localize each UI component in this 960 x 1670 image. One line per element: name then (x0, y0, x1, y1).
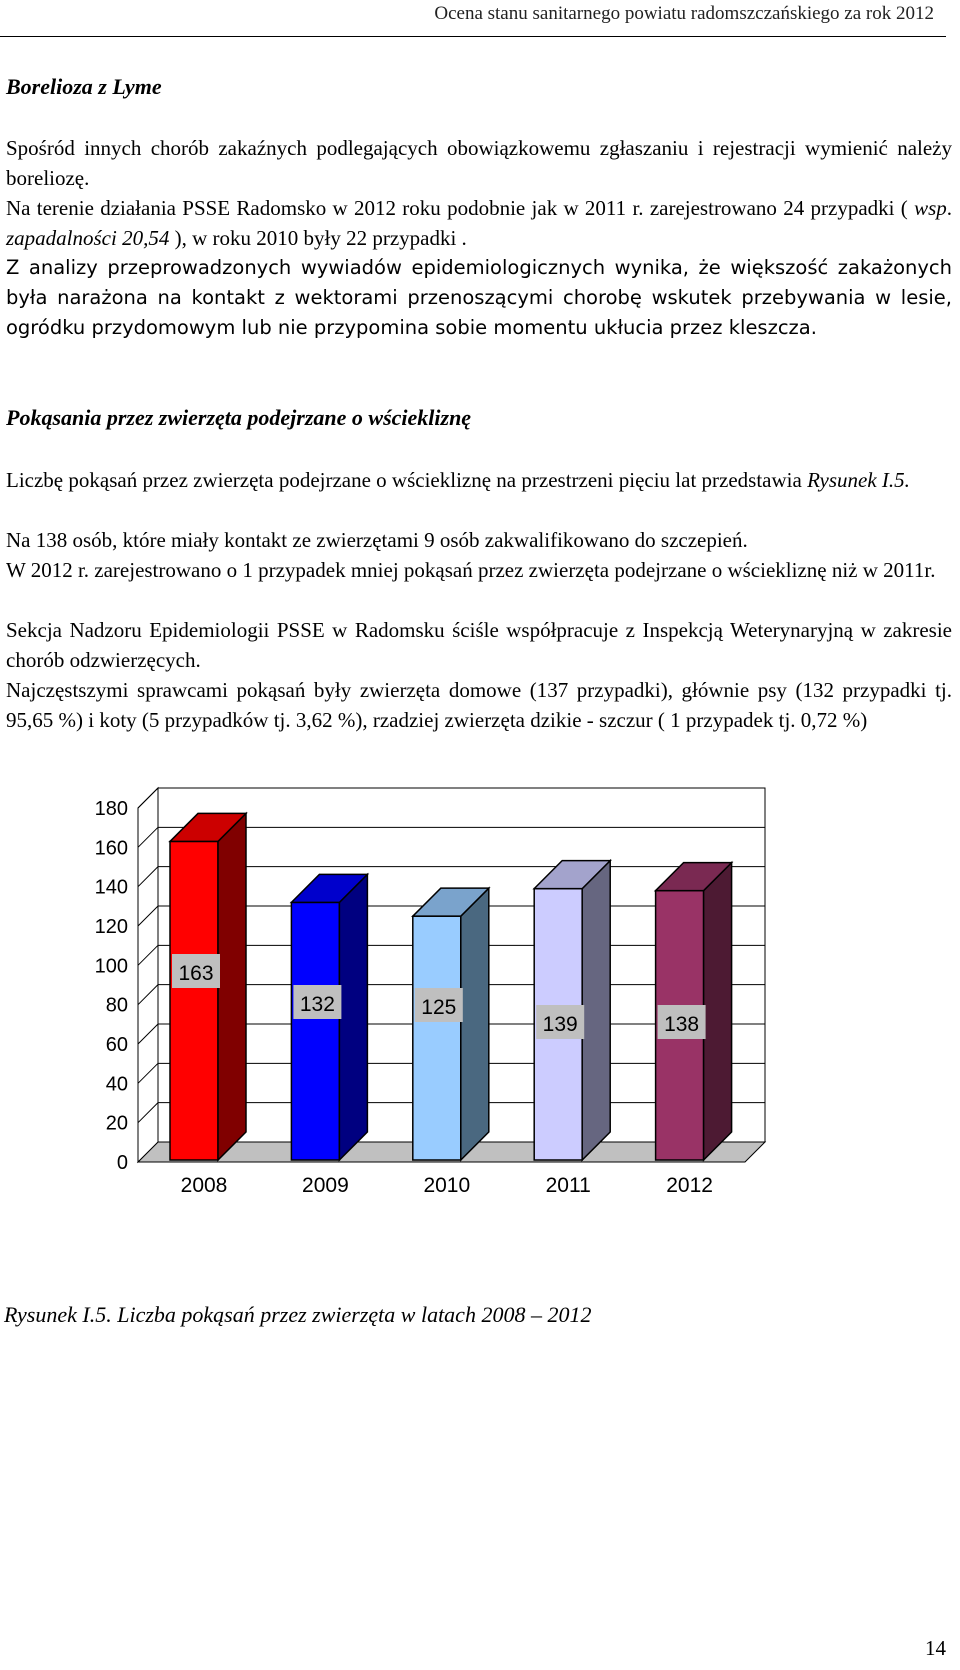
bar-front (170, 841, 218, 1160)
data-label: 139 (542, 1013, 578, 1036)
y-tick-label: 100 (94, 955, 128, 978)
paragraph-2-part-a: Na terenie działania PSSE Radomsko w 2012 roku podobnie jak w 2011 r. zarejestrowano 24 przypadki ( (6, 196, 915, 220)
data-label: 132 (299, 993, 335, 1016)
data-label: 163 (178, 962, 214, 985)
paragraph-3: Z analizy przeprowadzonych wywiadów epidemiologicznych wynika, że większość zakażonych była narażona na kontakt z wektorami przenoszącymi chorobę wskutek przebywania w lesie, ogródku przydomowym lub nie przypomina sobie momentu ukłucia przez kleszcza. (6, 256, 952, 339)
bar-side (461, 888, 489, 1160)
figure-reference: Rysunek I.5. (807, 468, 910, 492)
paragraph-5: Na 138 osób, które miały kontakt ze zwierzętami 9 osób zakwalifikowano do szczepień. (6, 528, 748, 552)
bite-chart (0, 798, 960, 1300)
x-tick-label: 2009 (302, 1174, 349, 1197)
y-tick-label: 140 (94, 876, 128, 899)
section-heading-borelioza: Borelioza z Lyme (6, 74, 162, 99)
y-tick-label: 20 (105, 1112, 128, 1135)
y-tick-label: 120 (94, 916, 128, 938)
x-tick-label: 2011 (545, 1174, 591, 1197)
section-heading-pokasania: Pokąsania przez zwierzęta podejrzane o wściekliznę (6, 405, 472, 430)
paragraph-4-part-a: Liczbę pokąsań przez zwierzęta podejrzane o wściekliznę na przestrzeni pięciu lat przedstawia (6, 468, 808, 492)
paragraph-2-part-e: ), w roku 2010 były 22 przypadki . (169, 226, 467, 250)
paragraph-2-part-b: wsp (914, 196, 947, 220)
paragraph-4 (6, 465, 952, 495)
paragraph-6: W 2012 r. zarejestrowano o 1 przypadek mniej pokąsań przez zwierzęta podejrzane o wściekliznę niż w 2011r. (6, 558, 936, 582)
y-tick-label: 160 (94, 837, 128, 860)
bar-front (291, 902, 339, 1160)
bar-side (704, 863, 732, 1160)
y-tick-label: 80 (105, 994, 128, 1017)
page-number: 14 (925, 1636, 946, 1660)
x-tick-label: 2012 (666, 1174, 713, 1197)
bar-side (218, 813, 246, 1160)
paragraph-8: Najczęstszymi sprawcami pokąsań były zwierzęta domowe (137 przypadki), głównie psy (132 przypadki tj. 95,65 %) i koty (5 przypadków tj. 3,62 %), rzadziej zwierzęta dzikie - szczur ( 1 przypadek tj. 0,72 %) (6, 678, 952, 732)
bite-chart-svg (0, 798, 960, 1300)
bar-side (582, 861, 610, 1160)
y-tick-label: 60 (105, 1034, 128, 1056)
data-label: 125 (421, 996, 457, 1019)
figure-caption: Rysunek I.5. Liczba pokąsań przez zwierzęta w latach 2008 – 2012 (4, 1302, 592, 1327)
paragraph-2 (6, 193, 952, 253)
running-title: Ocena stanu sanitarnego powiatu radomszczańskiego za rok 2012 (434, 3, 934, 24)
paragraph-2-part-c: . (946, 196, 952, 220)
bar-front (413, 916, 461, 1160)
y-tick-label: 40 (105, 1073, 128, 1096)
x-tick-label: 2010 (423, 1174, 471, 1197)
paragraph-7: Sekcja Nadzoru Epidemiologii PSSE w Radomsku ściśle współpracuje z Inspekcją Weterynaryjną w zakresie chorób odzwierzęcych. (6, 618, 952, 672)
y-tick-label: 180 (94, 798, 128, 820)
paragraph-1: Spośród innych chorób zakaźnych podlegających obowiązkowemu zgłaszaniu i rejestracji wymienić należy boreliozę. (6, 136, 952, 190)
y-tick-label: 0 (116, 1152, 128, 1174)
bar-side (339, 874, 367, 1160)
paragraph-2-part-d: zapadalności 20,54 (6, 226, 170, 250)
running-header (0, 0, 946, 37)
data-label: 138 (664, 1013, 700, 1036)
x-tick-label: 2008 (180, 1174, 228, 1197)
